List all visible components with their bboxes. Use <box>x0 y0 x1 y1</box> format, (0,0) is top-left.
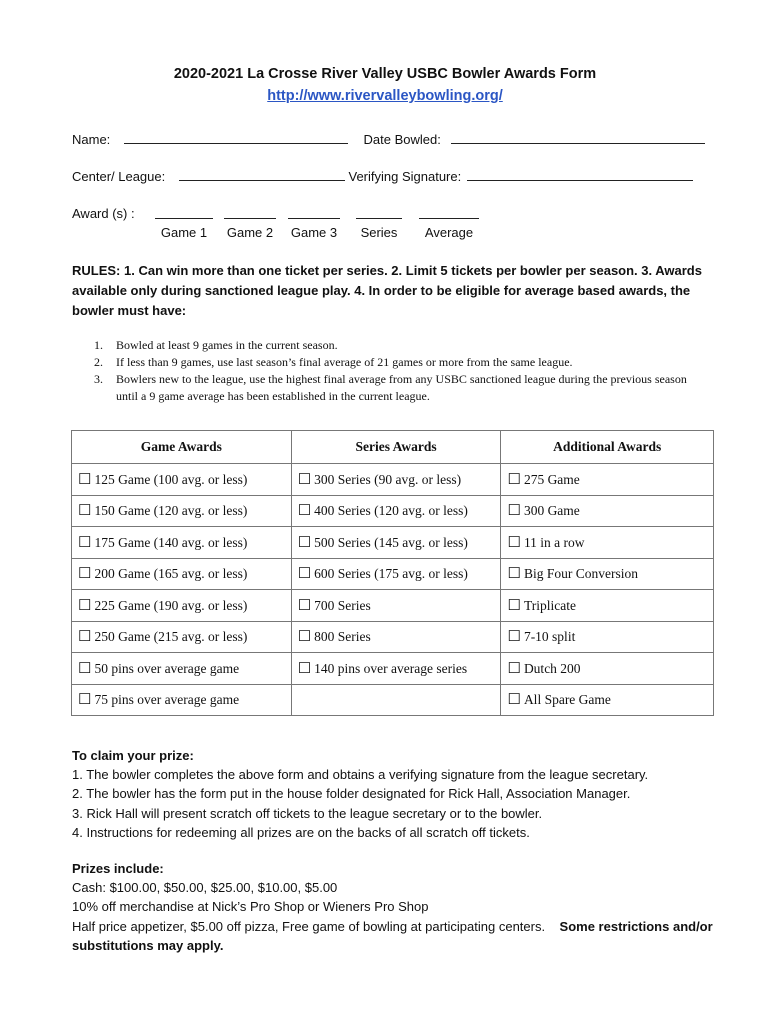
center-league-label: Center/ League: <box>72 169 166 184</box>
checkbox-icon[interactable]: ☐ <box>297 471 312 488</box>
restriction-note: Some restrictions and/or substitutions may apply. <box>72 918 713 953</box>
checkbox-icon[interactable]: ☐ <box>78 629 92 646</box>
checkbox-icon[interactable]: ☐ <box>78 471 92 488</box>
award-option-label: 500 Series (145 avg. or less) <box>314 534 468 550</box>
table-cell <box>501 558 714 590</box>
award-option-label: 140 pins over average series <box>314 660 468 676</box>
table-cell <box>72 590 292 622</box>
game1-label: Game 1 <box>160 225 208 240</box>
checkbox-icon[interactable]: ☐ <box>297 566 312 583</box>
list-number: 3. <box>94 372 103 386</box>
checkbox-icon[interactable]: ☐ <box>297 503 312 520</box>
game1-column <box>150 206 218 240</box>
checkbox-icon[interactable]: ☐ <box>507 471 521 488</box>
series-column <box>348 206 410 240</box>
table-cell <box>291 558 501 590</box>
checkbox-icon[interactable]: ☐ <box>507 692 521 709</box>
rules-text: RULES: 1. Can win more than one ticket per series. 2. Limit 5 tickets per bowler per season. 3. Awards available only during sanctioned league play. 4. In order to be eligible for average based awards, the bowler must have: <box>72 263 702 318</box>
checkbox-icon[interactable]: ☐ <box>78 692 92 709</box>
table-header-row <box>72 431 714 464</box>
website-link[interactable]: http://www.rivervalleybowling.org/ <box>267 88 503 104</box>
list-item <box>72 354 692 371</box>
center-league-field[interactable] <box>179 168 345 181</box>
award-option-label: 150 Game (120 avg. or less) <box>94 503 248 519</box>
average-column <box>414 206 484 240</box>
table-cell <box>291 621 501 653</box>
table-cell <box>72 621 292 653</box>
checkbox-icon[interactable]: ☐ <box>78 660 92 677</box>
name-field[interactable] <box>124 131 348 144</box>
center-signature-row <box>72 168 693 184</box>
award-option-label: 800 Series <box>314 629 371 645</box>
table-cell <box>72 495 292 527</box>
award-option-label: Dutch 200 <box>523 660 581 676</box>
table-cell <box>291 464 501 496</box>
checkbox-icon[interactable]: ☐ <box>78 534 92 551</box>
series-field[interactable] <box>356 206 402 219</box>
signature-field[interactable] <box>467 168 693 181</box>
award-option-label: 225 Game (190 avg. or less) <box>94 597 248 613</box>
list-number: 2. <box>94 355 103 369</box>
award-option-label: 7-10 split <box>523 629 576 645</box>
checkbox-icon[interactable]: ☐ <box>297 629 312 646</box>
award-option-label: Triplicate <box>523 597 576 613</box>
checkbox-icon[interactable]: ☐ <box>507 566 521 583</box>
checkbox-icon[interactable]: ☐ <box>507 597 521 614</box>
table-cell <box>501 653 714 685</box>
award-option-label: 11 in a row <box>523 534 585 550</box>
game2-label: Game 2 <box>226 225 274 240</box>
award-option-label: All Spare Game <box>523 692 611 708</box>
award-option-label: 200 Game (165 avg. or less) <box>94 566 248 582</box>
table-cell <box>501 684 714 716</box>
checkbox-icon[interactable]: ☐ <box>507 534 521 551</box>
list-text: If less than 9 games, use last season’s final average of 21 games or more from the same league. <box>116 355 573 369</box>
table-cell <box>501 527 714 559</box>
award-option-label: 600 Series (175 avg. or less) <box>314 566 468 582</box>
claim-step: 2. The bowler has the form put in the house folder designated for Rick Hall, Association Manager. <box>72 786 631 802</box>
prize-line-text: Half price appetizer, $5.00 off pizza, Free game of bowling at participating centers. <box>72 918 546 934</box>
table-cell <box>72 464 292 496</box>
table-cell <box>501 495 714 527</box>
award-option-label: 300 Series (90 avg. or less) <box>314 471 462 487</box>
checkbox-icon[interactable]: ☐ <box>507 629 521 646</box>
checkbox-icon[interactable]: ☐ <box>78 503 92 520</box>
list-text: Bowled at least 9 games in the current season. <box>116 338 338 352</box>
award-option-label: 75 pins over average game <box>94 692 240 708</box>
checkbox-icon[interactable]: ☐ <box>507 660 521 677</box>
award-option-label: 50 pins over average game <box>94 660 240 676</box>
list-number: 1. <box>94 338 103 352</box>
award-option-label: Big Four Conversion <box>523 566 638 582</box>
checkbox-icon[interactable]: ☐ <box>297 660 312 677</box>
header-additional-awards: Additional Awards <box>501 431 714 464</box>
name-label: Name: <box>72 132 111 147</box>
game3-field[interactable] <box>288 206 340 219</box>
game1-field[interactable] <box>155 206 213 219</box>
table-row <box>72 684 714 716</box>
eligibility-list <box>72 337 692 405</box>
header-series-awards: Series Awards <box>291 431 501 464</box>
list-text: Bowlers new to the league, use the highest final average from any USBC sanctioned league during the previous season until a 9 game average has been established in the current league. <box>116 372 687 403</box>
award-option-label: 300 Game <box>523 503 580 519</box>
table-cell <box>291 653 501 685</box>
table-cell <box>72 684 292 716</box>
game2-field[interactable] <box>224 206 276 219</box>
game3-label: Game 3 <box>290 225 338 240</box>
game2-column <box>216 206 284 240</box>
checkbox-icon[interactable]: ☐ <box>297 597 312 614</box>
checkbox-icon[interactable]: ☐ <box>78 566 92 583</box>
award-label: Award (s) : <box>72 206 135 221</box>
checkbox-icon[interactable]: ☐ <box>78 597 92 614</box>
game3-column <box>281 206 347 240</box>
header-game-awards: Game Awards <box>72 431 292 464</box>
table-cell <box>72 558 292 590</box>
prizes-section <box>72 859 722 955</box>
table-cell <box>501 464 714 496</box>
prize-line-last <box>72 917 722 955</box>
table-cell <box>72 527 292 559</box>
average-label: Average <box>424 225 474 240</box>
date-field[interactable] <box>451 131 705 144</box>
form-title: 2020-2021 La Crosse River Valley USBC Bowler Awards Form <box>173 66 597 82</box>
website-link-wrapper <box>0 88 770 104</box>
average-field[interactable] <box>419 206 479 219</box>
date-label: Date Bowled: <box>363 132 441 147</box>
checkbox-icon[interactable]: ☐ <box>507 503 521 520</box>
prizes-heading: Prizes include: <box>72 861 164 876</box>
prize-line: Cash: $100.00, $50.00, $25.00, $10.00, $5.00 <box>72 880 338 896</box>
series-label: Series <box>360 225 398 240</box>
table-row <box>72 590 714 622</box>
award-option-label: 400 Series (120 avg. or less) <box>314 503 468 519</box>
table-cell <box>291 590 501 622</box>
table-cell <box>291 495 501 527</box>
table-row <box>72 653 714 685</box>
awards-table <box>71 430 714 716</box>
claim-step: 3. Rick Hall will present scratch off tickets to the league secretary or to the bowler. <box>72 805 543 821</box>
table-cell <box>291 527 501 559</box>
prize-line: 10% off merchandise at Nick’s Pro Shop or Wieners Pro Shop <box>72 899 429 915</box>
award-option-label: 125 Game (100 avg. or less) <box>94 471 248 487</box>
table-cell <box>291 684 501 716</box>
claim-section <box>72 746 712 842</box>
table-row <box>72 495 714 527</box>
checkbox-icon[interactable]: ☐ <box>297 534 312 551</box>
table-row <box>72 558 714 590</box>
name-date-row <box>72 131 705 147</box>
award-option-label: 250 Game (215 avg. or less) <box>94 629 248 645</box>
claim-heading: To claim your prize: <box>72 748 194 763</box>
award-option-label: 700 Series <box>314 597 371 613</box>
table-cell <box>72 653 292 685</box>
claim-step: 1. The bowler completes the above form and obtains a verifying signature from the league secretary. <box>72 767 649 783</box>
table-row <box>72 527 714 559</box>
list-item <box>72 337 692 354</box>
claim-step: 4. Instructions for redeeming all prizes are on the backs of all scratch off tickets. <box>72 824 530 840</box>
table-cell <box>501 590 714 622</box>
table-row <box>72 621 714 653</box>
award-option-label: 275 Game <box>523 471 580 487</box>
list-item <box>72 371 692 405</box>
table-cell <box>501 621 714 653</box>
award-option-label: 175 Game (140 avg. or less) <box>94 534 248 550</box>
signature-label: Verifying Signature: <box>348 169 462 184</box>
table-row <box>72 464 714 496</box>
